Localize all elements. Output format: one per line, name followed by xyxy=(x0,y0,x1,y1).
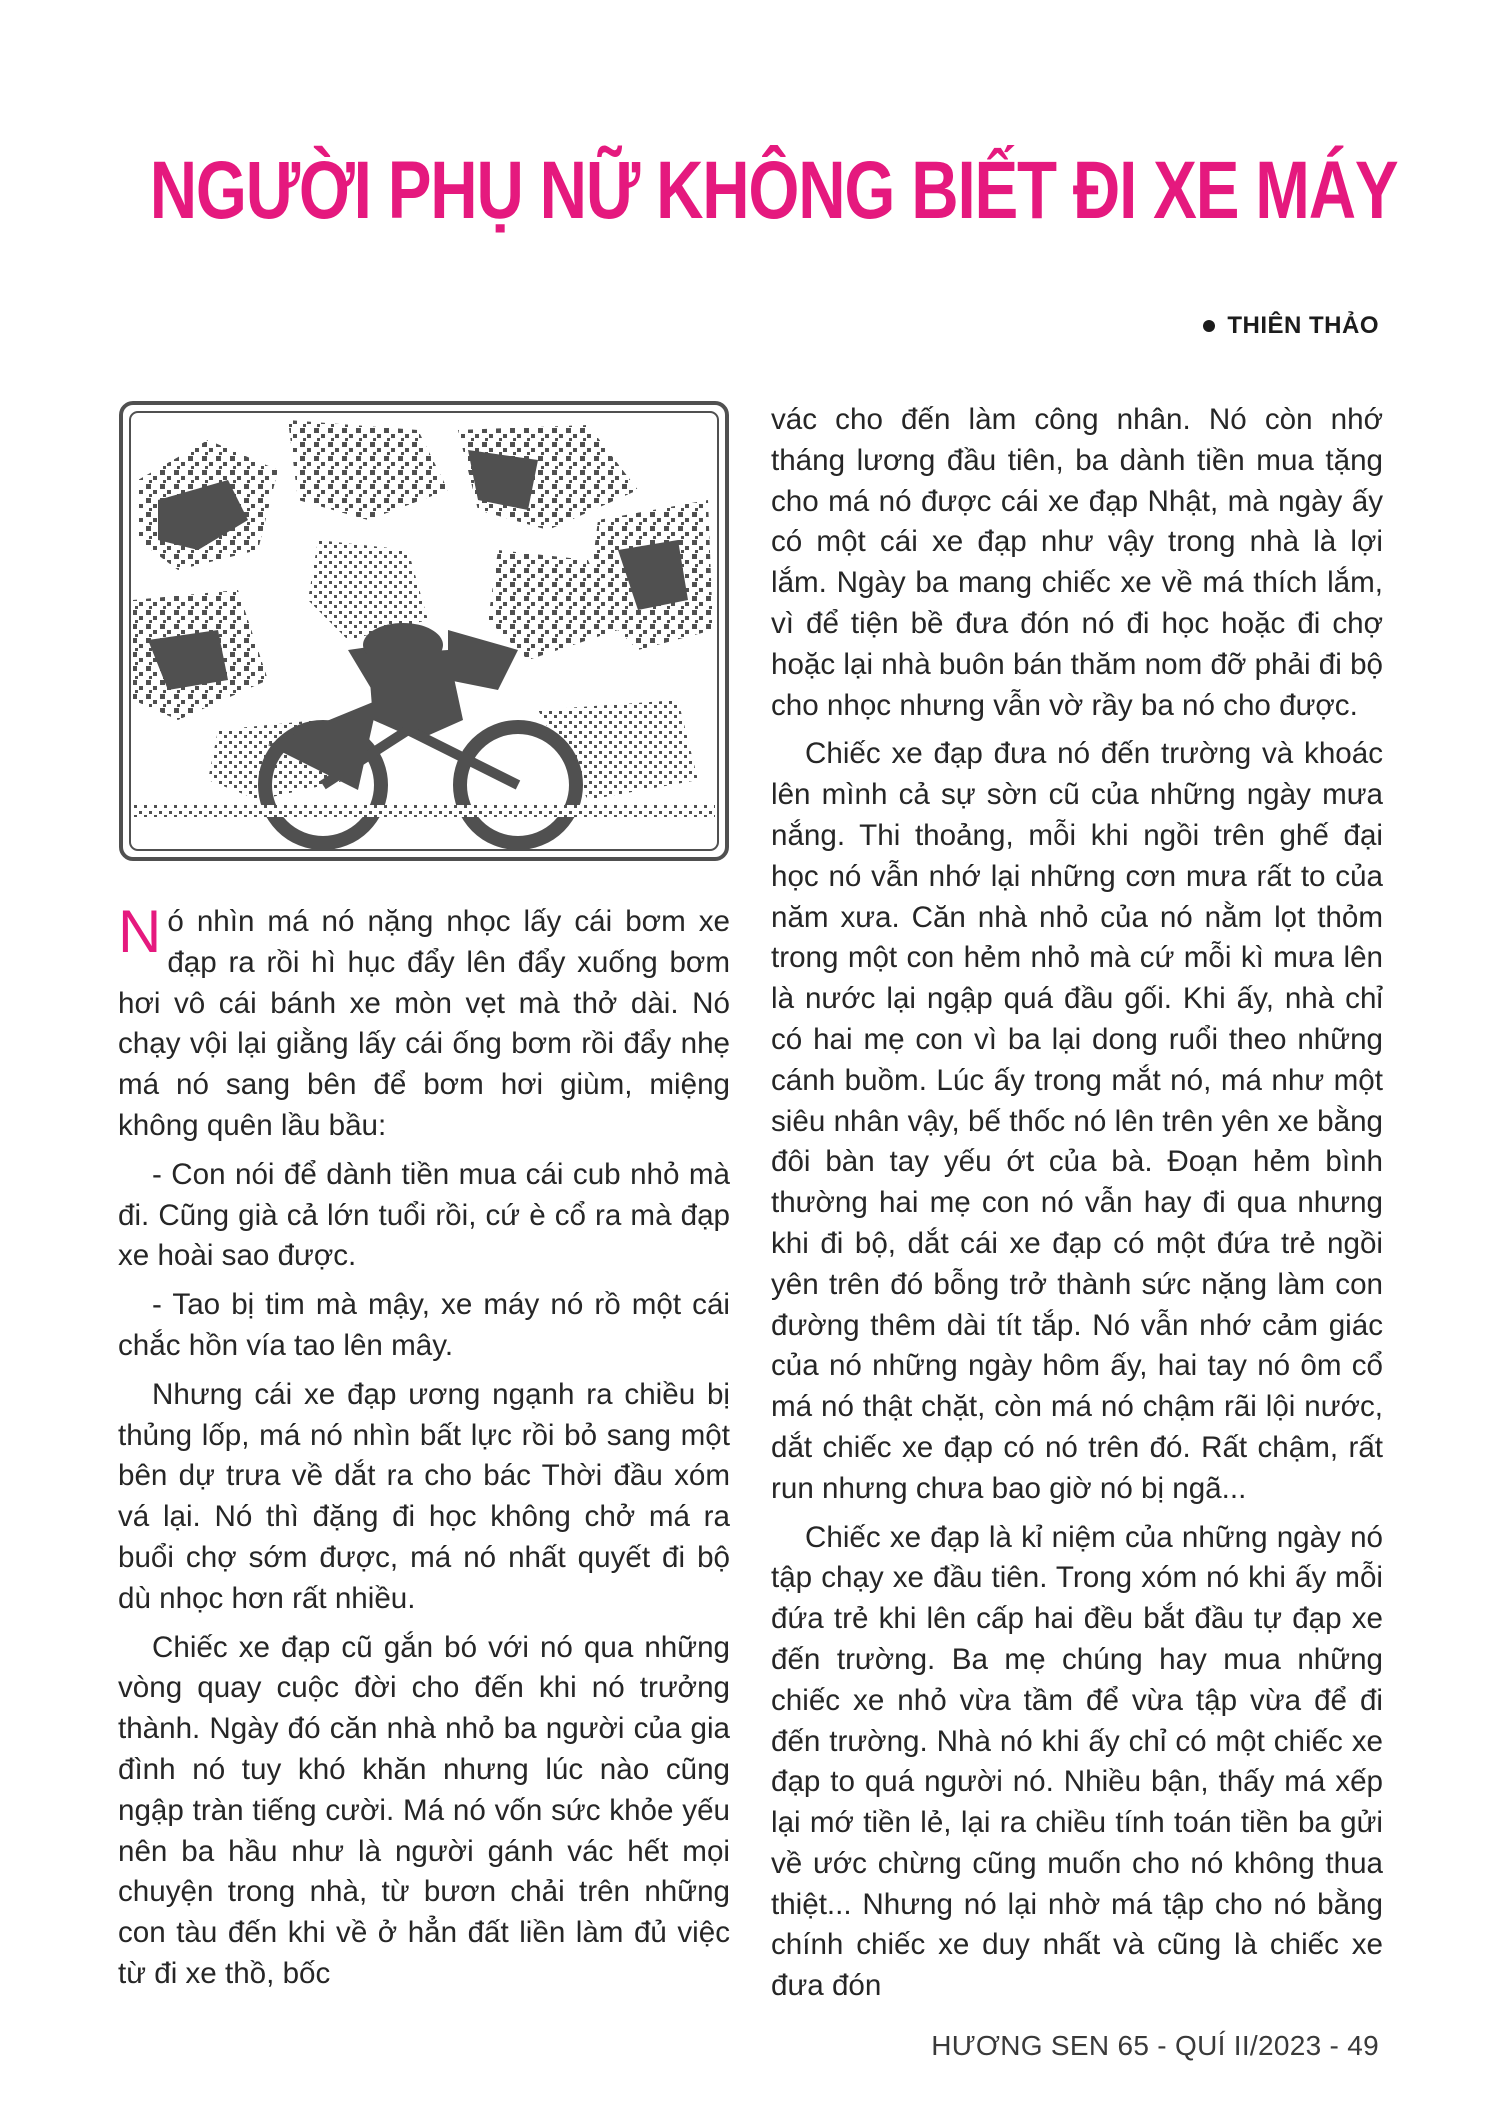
paragraph-4: Nhưng cái xe đạp ương ngạnh ra chiều bị thủng lốp, má nó nhìn bất lực rồi bỏ sang một bên dự trưa về dắt ra cho bác Thời đầu xóm vá lại. Nó thì đặng đi học không chở má ra buổi chợ sớm được, má nó nhất quyết đi bộ dù nhọc hơn rất nhiều. xyxy=(118,1377,730,1615)
article-illustration xyxy=(118,400,730,862)
paragraph-8: Chiếc xe đạp là kỉ niệm của những ngày nó tập chạy xe đầu tiên. Trong xóm nó khi ấy mỗi đứa trẻ khi lên cấp hai đều bắt đầu tự đạp xe đến trường. Ba mẹ chúng hay mua những chiếc xe nhỏ vừa tầm để vừa tập vừa để đi đến trường. Nhà nó khi ấy chỉ có một chiếc xe đạp to quá người nó. Nhiều bận, thấy má xếp lại mớ tiền lẻ, lại ra chiều tính toán tiền ba gửi về ước chừng cũng muốn cho nó không thua thiệt... Nhưng nó lại nhờ má tập cho nó bằng chính chiếc xe duy nhất và cũng là chiếc xe đưa đón xyxy=(771,1520,1383,2003)
paragraph-1 xyxy=(118,898,730,1147)
bullet-icon xyxy=(1203,320,1215,332)
paragraph-1-text: ó nhìn má nó nặng nhọc lấy cái bơm xe đạp ra rồi hì hục đẩy lên đẩy xuống bơm hơi vô cái bánh xe mòn vẹt mà thở dài. Nó chạy vội lại giằng lấy cái ống bơm rồi đẩy nhẹ má nó sang bên để bơm hơi giùm, miệng không quên lầu bầu: xyxy=(118,905,730,1142)
paragraph-7: Chiếc xe đạp đưa nó đến trường và khoác lên mình cả sự sờn cũ của những ngày mưa nắng. Thi thoảng, mỗi khi ngồi trên ghế đại học nó vẫn nhớ lại những cơn mưa rất to của năm xưa. Căn nhà nhỏ của nó nằm lọt thỏm trong một con hẻm nhỏ mà cứ mỗi kì mưa lên là nước lại ngập quá đầu gối. Khi ấy, nhà chỉ có hai mẹ con vì ba lại dong ruổi theo những cánh buồm. Lúc ấy trong mắt nó, má như một siêu nhân vậy, bế thốc nó lên trên yên xe bằng đôi bàn tay yếu ớt của bà. Đoạn hẻm bình thường hai mẹ con nó vẫn hay đi qua nhưng khi đi bộ, dắt cái xe đạp có một đứa trẻ ngồi yên trên đó bỗng trở thành sức nặng làm con đường thêm dài tít tắp. Nó vẫn nhớ cảm giác của nó những ngày hôm ấy, hai tay nó ôm cổ má nó thật chặt, còn má nó chậm rãi lội nước, dắt chiếc xe đạp có nó trên đó. Rất chậm, rất run nhưng chưa bao giờ nó bị ngã... xyxy=(771,737,1383,1505)
author-byline xyxy=(1203,312,1379,340)
article-title: NGƯỜI PHỤ NỮ KHÔNG BIẾT ĐI XE MÁY xyxy=(149,145,1398,236)
article-column-right xyxy=(771,400,1383,2015)
article-column-left xyxy=(118,898,730,2003)
drop-cap: N xyxy=(118,898,162,965)
paragraph-5: Chiếc xe đạp cũ gắn bó với nó qua những vòng quay cuộc đời cho đến khi nó trưởng thành. Ngày đó căn nhà nhỏ ba người của gia đình nó tuy khó khăn nhưng lúc nào cũng ngập tràn tiếng cười. Má nó vốn sức khỏe yếu nên ba hầu như là người gánh vác hết mọi chuyện trong nhà, từ bươn chải trên những con tàu đến khi về ở hẳn đất liền làm đủ việc từ đi xe thồ, bốc xyxy=(118,1630,730,1990)
page-footer: HƯƠNG SEN 65 - QUÍ II/2023 - 49 xyxy=(931,2030,1379,2061)
paragraph-2: - Con nói để dành tiền mua cái cub nhỏ mà đi. Cũng già cả lớn tuổi rồi, cứ è cổ ra mà đạp xe hoài sao được. xyxy=(118,1157,730,1273)
woman-with-bicycle-illustration xyxy=(118,400,730,862)
author-name: THIÊN THẢO xyxy=(1227,312,1379,339)
paragraph-3: - Tao bị tim mà mậy, xe máy nó rồ một cái chắc hồn vía tao lên mây. xyxy=(118,1288,730,1362)
paragraph-6: vác cho đến làm công nhân. Nó còn nhớ tháng lương đầu tiên, ba dành tiền mua tặng cho má nó được cái xe đạp Nhật, mà ngày ấy có một cái xe đạp như vậy trong nhà là lợi lắm. Ngày ba mang chiếc xe về má thích lắm, vì để tiện bề đưa đón nó đi học hoặc đi chợ hoặc lại nhà buôn bán thăm nom đỡ phải đi bộ cho nhọc nhưng vẫn vờ rầy ba nó cho được. xyxy=(771,403,1383,722)
